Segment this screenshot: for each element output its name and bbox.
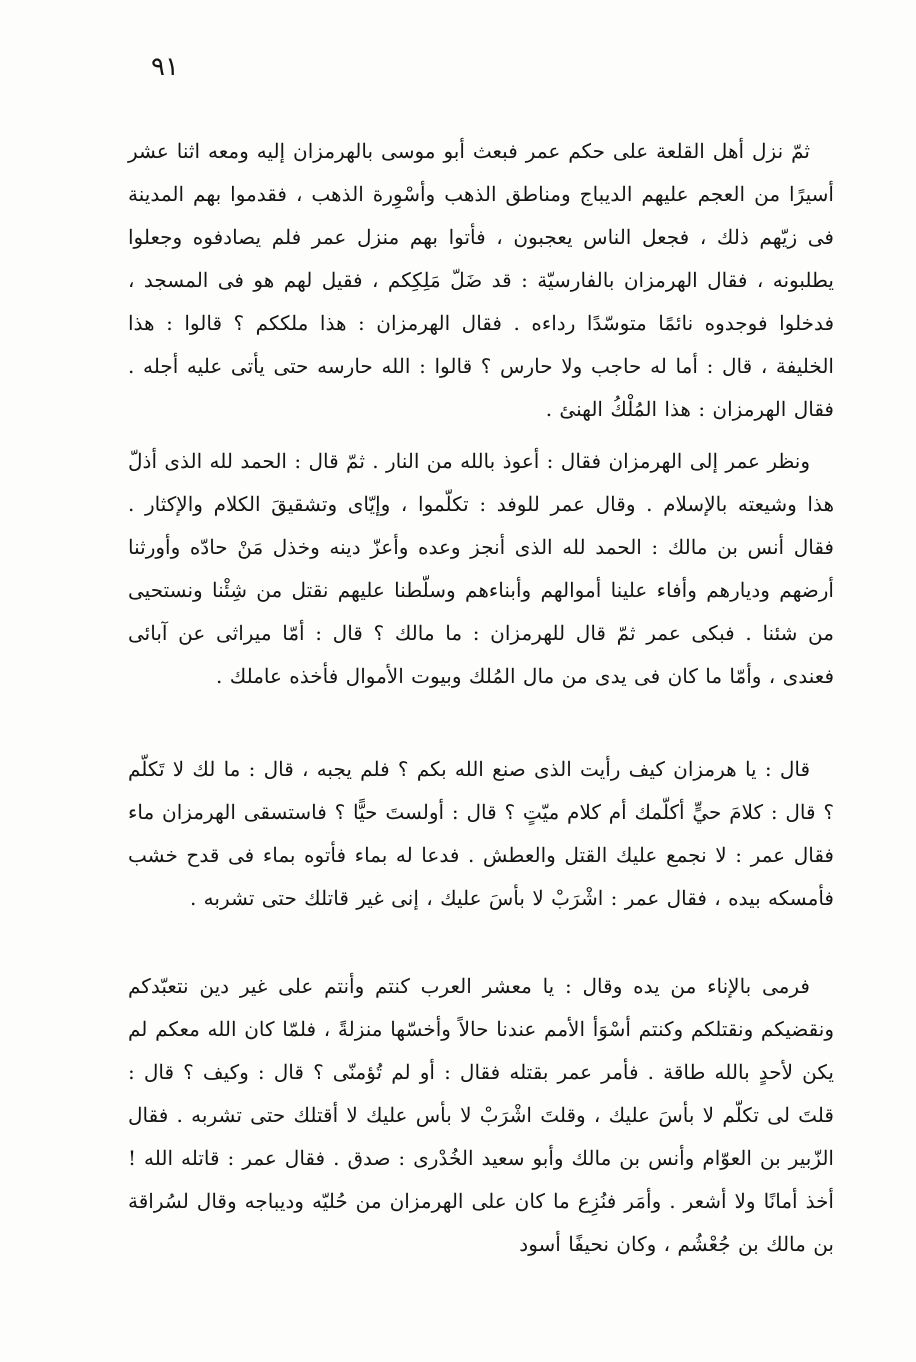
paragraph-3 xyxy=(128,748,834,920)
paragraph-4 xyxy=(128,965,834,1266)
paragraph-2 xyxy=(128,440,834,698)
page-number: ٩١ xyxy=(151,52,179,82)
paragraph-text: فرمى بالإناء من يده وقال : يا معشر العرب كنتم وأنتم على غير دين نتعبّدكم ونقضيكم ونقتلكم وكنتم أسْوَأ الأمم عندنا حالاً وأخسّها منزلةً ، فلمّا كان الله معكم لم يكن لأحدٍ بالله طاقة . فأمر عمر بقتله فقال : أو لم تُؤمنّى ؟ قال : وكيف ؟ قال : قلتَ لى تكلّم لا بأسَ عليك ، وقلتَ اشْرَبْ لا بأس عليك لا أقتلك حتى تشربه . فقال الزّبير بن العوّام وأنس بن مالك وأبو سعيد الخُدْرى : صدق . فقال عمر : قاتله الله ! أخذ أمانًا ولا أشعر . وأمَر فنُزِع ما كان على الهرمزان من حُليّه وديباجه وقال لسُراقة بن مالك بن جُعْشُم ، وكان نحيفًا أسود xyxy=(128,974,834,1256)
paragraph-text: قال : يا هرمزان كيف رأيت الذى صنع الله بكم ؟ فلم يجبه ، قال : ما لك لا تَكلّم ؟ قال : كلامَ حيٍّ أكلّمك أم كلام ميّتٍ ؟ قال : أولستَ حيًّا ؟ فاستسقى الهرمزان ماء فقال عمر : لا نجمع عليك القتل والعطش . فدعا له بماء فأتوه بماء فى قدح خشب فأمسكه بيده ، فقال عمر : اشْرَبْ لا بأسَ عليك ، إنى غير قاتلك حتى تشربه . xyxy=(128,757,834,910)
paragraph-text: ونظر عمر إلى الهرمزان فقال : أعوذ بالله من النار . ثمّ قال : الحمد لله الذى أذلّ هذا وشيعته بالإسلام . وقال عمر للوفد : تكلّموا ، وإيّاى وتشقيقَ الكلام والإكثار . فقال أنس بن مالك : الحمد لله الذى أنجز وعده وأعزّ دينه وخذل مَنْ حادّه وأورثنا أرضهم وديارهم وأفاء علينا أموالهم وأبناءهم وسلّطنا عليهم نقتل من شِئْنا ونستحيى من شئنا . فبكى عمر ثمّ قال للهرمزان : ما مالك ؟ قال : أمّا ميراثى عن آبائى فعندى ، وأمّا ما كان فى يدى من مال المُلك وبيوت الأموال فأخذه عاملك . xyxy=(128,449,834,688)
paragraph-text: ثمّ نزل أهل القلعة على حكم عمر فبعث أبو موسى بالهرمزان إليه ومعه اثنا عشر أسيرًا من العجم عليهم الديباج ومناطق الذهب وأسْوِرة الذهب ، فقدموا بهم المدينة فى زيّهم ذلك ، فجعل الناس يعجبون ، فأتوا بهم منزل عمر فلم يصادفوه وجعلوا يطلبونه ، فقال الهرمزان بالفارسيّة : قد ضَلّ مَلِكِكم ، فقيل لهم هو فى المسجد ، فدخلوا فوجدوه نائمًا متوسّدًا رداءه . فقال الهرمزان : هذا ملككم ؟ قالوا : هذا الخليفة ، قال : أما له حاجب ولا حارس ؟ قالوا : الله حارسه حتى يأتى عليه أجله . فقال الهرمزان : هذا المُلْكُ الهنئ . xyxy=(128,139,834,421)
paragraph-1 xyxy=(128,130,834,431)
